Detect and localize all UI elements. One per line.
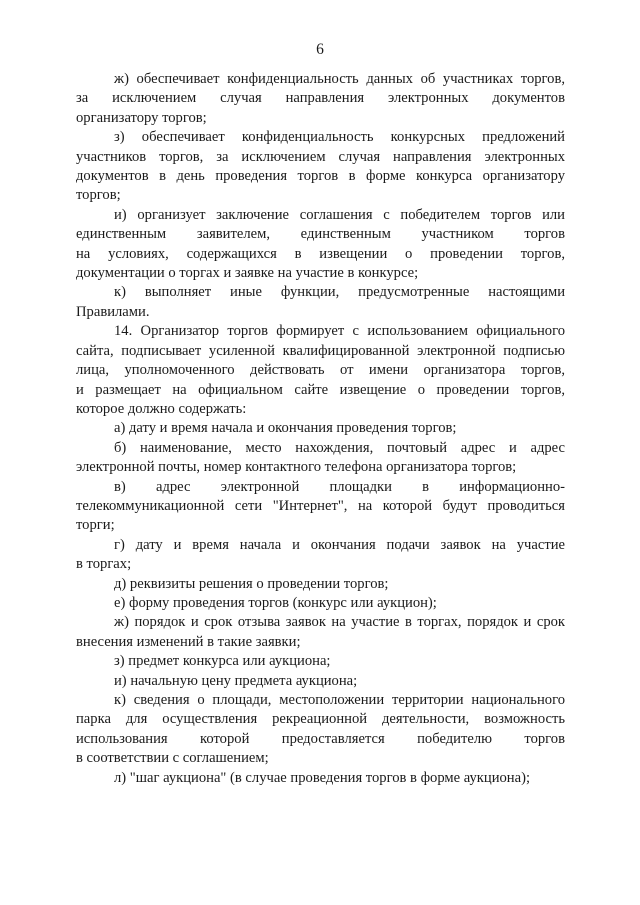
paragraph-e-form (76, 594, 565, 613)
paragraph-line: и размещает на официальном сайте извещение о проведении торгов, (76, 381, 565, 398)
paragraph-l-auction-step (76, 769, 565, 788)
paragraph-i-agreement (76, 206, 565, 284)
paragraph-14-notice (76, 322, 565, 419)
paragraph-line: Правилами. (76, 303, 150, 320)
paragraph-line: з) предмет конкурса или аукциона; (114, 653, 331, 670)
paragraph-line: которое должно содержать: (76, 400, 247, 417)
paragraph-line: документации о торгах и заявке на участие в конкурсе; (76, 265, 419, 282)
document-body (76, 70, 565, 788)
paragraph-z-subject (76, 652, 565, 671)
paragraph-line: сайта, подписывает усиленной квалифицированной электронной подписью (76, 342, 565, 359)
paragraph-i-starting-price (76, 672, 565, 691)
paragraph-a-dates (76, 419, 565, 438)
paragraph-line: б) наименование, место нахождения, почтовый адрес и адрес (114, 439, 565, 456)
page-number: 6 (316, 41, 324, 58)
paragraph-line: за исключением случая направления электронных документов (76, 90, 565, 107)
paragraph-line: телекоммуникационной сети "Интернет", на которой будут проводиться (76, 497, 565, 514)
paragraph-v-platform-address (76, 478, 565, 536)
paragraph-line: торгов; (76, 187, 121, 204)
paragraph-line: торги; (76, 517, 115, 534)
paragraph-line: и) начальную цену предмета аукциона; (114, 672, 358, 689)
paragraph-line: парка для осуществления рекреационной деятельности, возможность (76, 711, 565, 728)
paragraph-line: и) организует заключение соглашения с победителем торгов или (114, 206, 565, 223)
paragraph-line: ж) порядок и срок отзыва заявок на участие в торгах, порядок и срок (114, 614, 565, 631)
paragraph-zh-withdrawal (76, 613, 565, 652)
paragraph-line: внесения изменений в такие заявки; (76, 633, 301, 650)
paragraph-line: е) форму проведения торгов (конкурс или аукцион); (114, 594, 437, 611)
paragraph-line: участников торгов, за исключением случая направления электронных (76, 148, 565, 165)
paragraph-zh-confidentiality-participants (76, 70, 565, 128)
paragraph-line: а) дату и время начала и окончания проведения торгов; (114, 420, 457, 437)
paragraph-line: в соответствии с соглашением; (76, 750, 269, 767)
paragraph-line: документов в день проведения торгов в форме конкурса организатору (76, 168, 565, 185)
paragraph-line: единственным заявителем, единственным участником торгов (76, 226, 565, 243)
paragraph-z-confidentiality-proposals (76, 128, 565, 206)
paragraph-line: д) реквизиты решения о проведении торгов; (114, 575, 389, 592)
paragraph-line: л) "шаг аукциона" (в случае проведения торгов в форме аукциона); (114, 769, 531, 786)
paragraph-line: ж) обеспечивает конфиденциальность данных об участниках торгов, (114, 71, 565, 87)
paragraph-k-other-functions (76, 283, 565, 322)
paragraph-line: к) выполняет иные функции, предусмотренные настоящими (114, 284, 565, 301)
paragraph-g-application-dates (76, 536, 565, 575)
paragraph-line: к) сведения о площади, местоположении территории национального (114, 692, 565, 708)
paragraph-line: в торгах; (76, 556, 132, 573)
paragraph-line: электронной почты, номер контактного телефона организатора торгов; (76, 459, 517, 476)
paragraph-line: в) адрес электронной площадки в информационно- (114, 478, 565, 495)
paragraph-b-organizer-details (76, 439, 565, 478)
paragraph-line: на условиях, содержащихся в извещении о проведении торгов, (76, 245, 565, 262)
paragraph-k-territory (76, 691, 565, 769)
paragraph-line: лица, уполномоченного действовать от имени организатора торгов, (76, 362, 565, 379)
paragraph-line: организатору торгов; (76, 109, 207, 126)
paragraph-line: использования которой предоставляется победителю торгов (76, 730, 565, 747)
paragraph-line: з) обеспечивает конфиденциальность конкурсных предложений (114, 129, 565, 146)
paragraph-line: г) дату и время начала и окончания подачи заявок на участие (114, 536, 565, 553)
paragraph-d-decision-details (76, 575, 565, 594)
paragraph-line: 14. Организатор торгов формирует с использованием официального (114, 323, 565, 340)
